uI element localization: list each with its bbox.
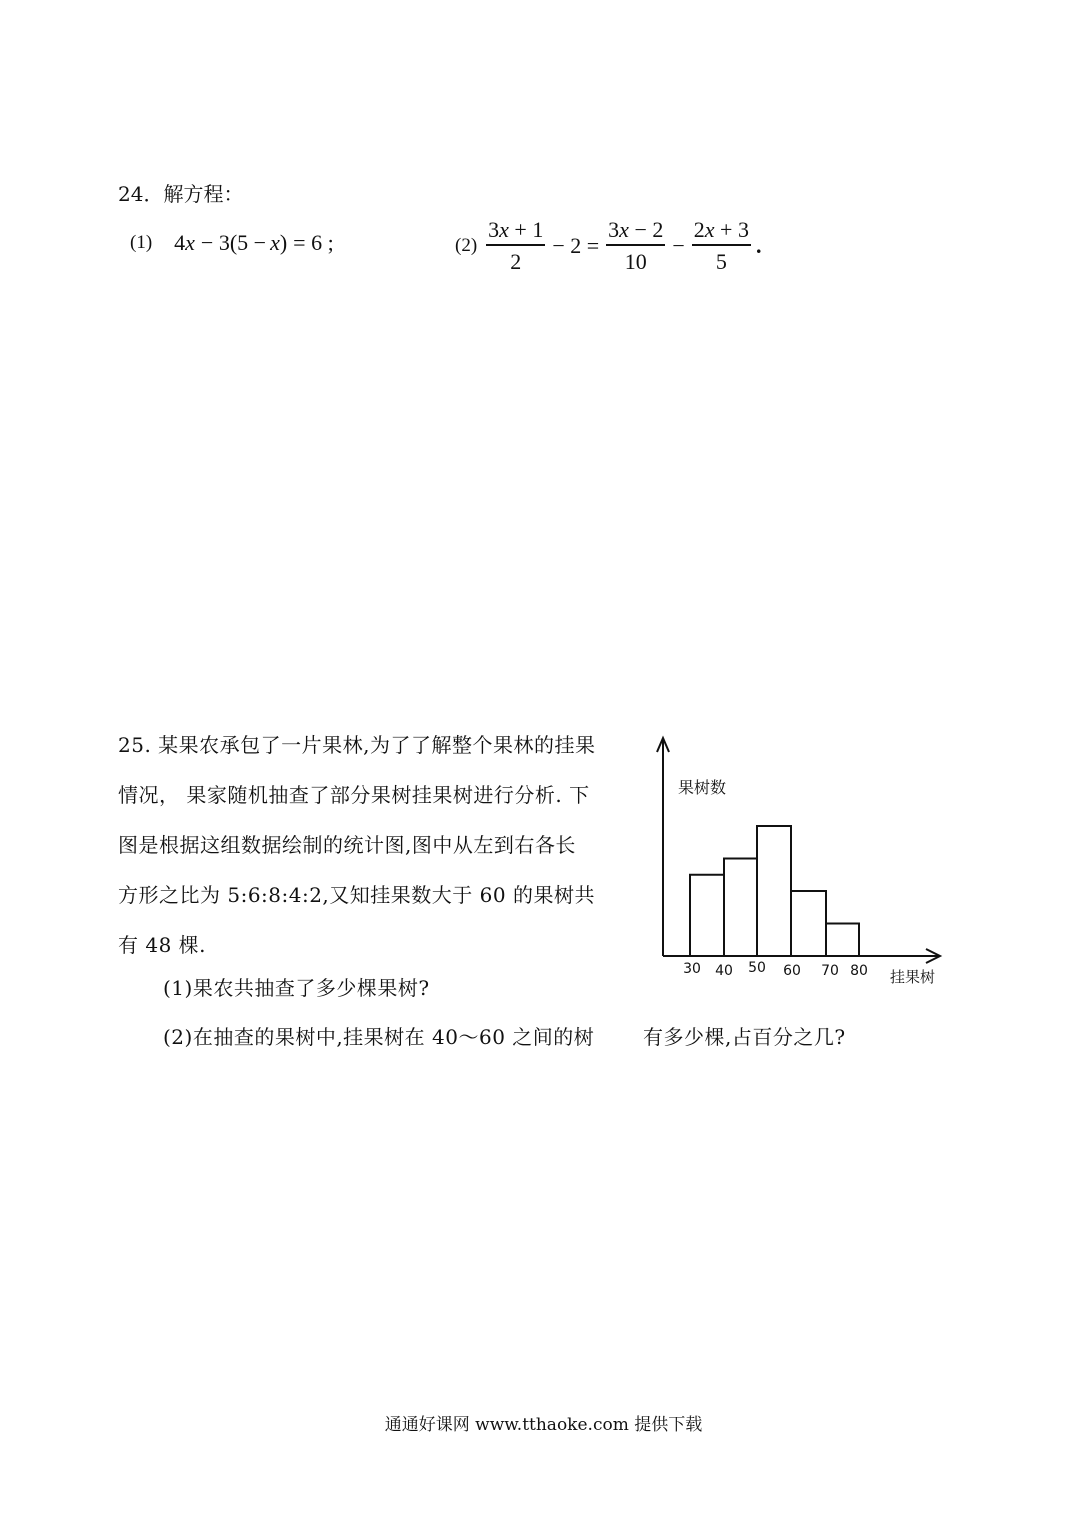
histogram-chart-body <box>657 738 940 986</box>
q25-sub-question-2a: (2)在抽查的果树中,挂果树在 40～60 之间的树 <box>163 1025 595 1049</box>
q24-part1-label: (1) <box>130 232 153 253</box>
q24-part2-fraction-2: $\frac{3x - 2}{10}$ <box>608 217 664 275</box>
y-axis-label: 果树数 <box>678 778 727 797</box>
q24-part1-lhs: 4 <box>174 230 186 255</box>
q24-part2-label: (2) <box>455 234 478 256</box>
q24-part1-mid: − 3(5 − <box>200 230 267 255</box>
q25-sub-question-2b: 有多少棵,占百分之几? <box>643 1025 846 1049</box>
q24-part2-period: . <box>755 232 762 258</box>
x-tick-label-70: 70 <box>821 963 839 979</box>
q24-part2-minus-two-eq: − 2 = <box>552 232 600 258</box>
q24-part2-fraction-3: $\frac{2x + 3}{5}$ <box>693 217 749 275</box>
q24-part2 <box>455 218 761 273</box>
q24-part1-x2: x <box>270 230 280 255</box>
x-tick-label-40: 40 <box>715 963 733 979</box>
x-tick-label-50: 50 <box>748 960 766 976</box>
histogram-bar-5 <box>826 924 859 957</box>
q25-line-1: 25. 某果农承包了一片果林,为了了解整个果林的挂果 <box>118 733 596 757</box>
q24-part1 <box>130 230 334 256</box>
histogram-chart <box>640 730 960 1000</box>
q25-sub-question-1: (1)果农共抽查了多少棵果树? <box>163 976 430 1000</box>
x-axis-label: 挂果树 <box>890 968 936 986</box>
q24-title: 24．解方程： <box>118 182 244 206</box>
page-footer: 通通好课网 www.tthaoke.com 提供下载 <box>384 1415 703 1435</box>
x-tick-label-60: 60 <box>783 963 801 979</box>
q25-paragraph <box>118 720 596 970</box>
q25-line-3: 图是根据这组数据绘制的统计图,图中从左到右各长 <box>118 833 576 857</box>
x-tick-label-30: 30 <box>683 961 701 977</box>
q25-line-4: 方形之比为 5:6:8:4:2,又知挂果数大于 60 的果树共 <box>118 883 595 907</box>
q24-part2-minus: − <box>672 232 685 258</box>
q24-part1-rhs: = 6 ; <box>293 230 334 255</box>
histogram-bar-4 <box>791 891 826 956</box>
q24-part1-x1: x <box>185 230 195 255</box>
q25-line-2: 情况， 果家随机抽查了部分果树挂果树进行分析. 下 <box>118 783 590 807</box>
q25-line-5: 有 48 棵. <box>118 933 207 957</box>
q24-part2-fraction-1: $\frac{3x + 1}{2}$ <box>488 217 544 275</box>
x-tick-label-80: 80 <box>850 963 868 979</box>
histogram-bar-3 <box>757 826 791 956</box>
histogram-bar-1 <box>690 875 724 956</box>
q24-part1-close: ) <box>279 230 288 255</box>
histogram-bar-2 <box>724 859 757 957</box>
